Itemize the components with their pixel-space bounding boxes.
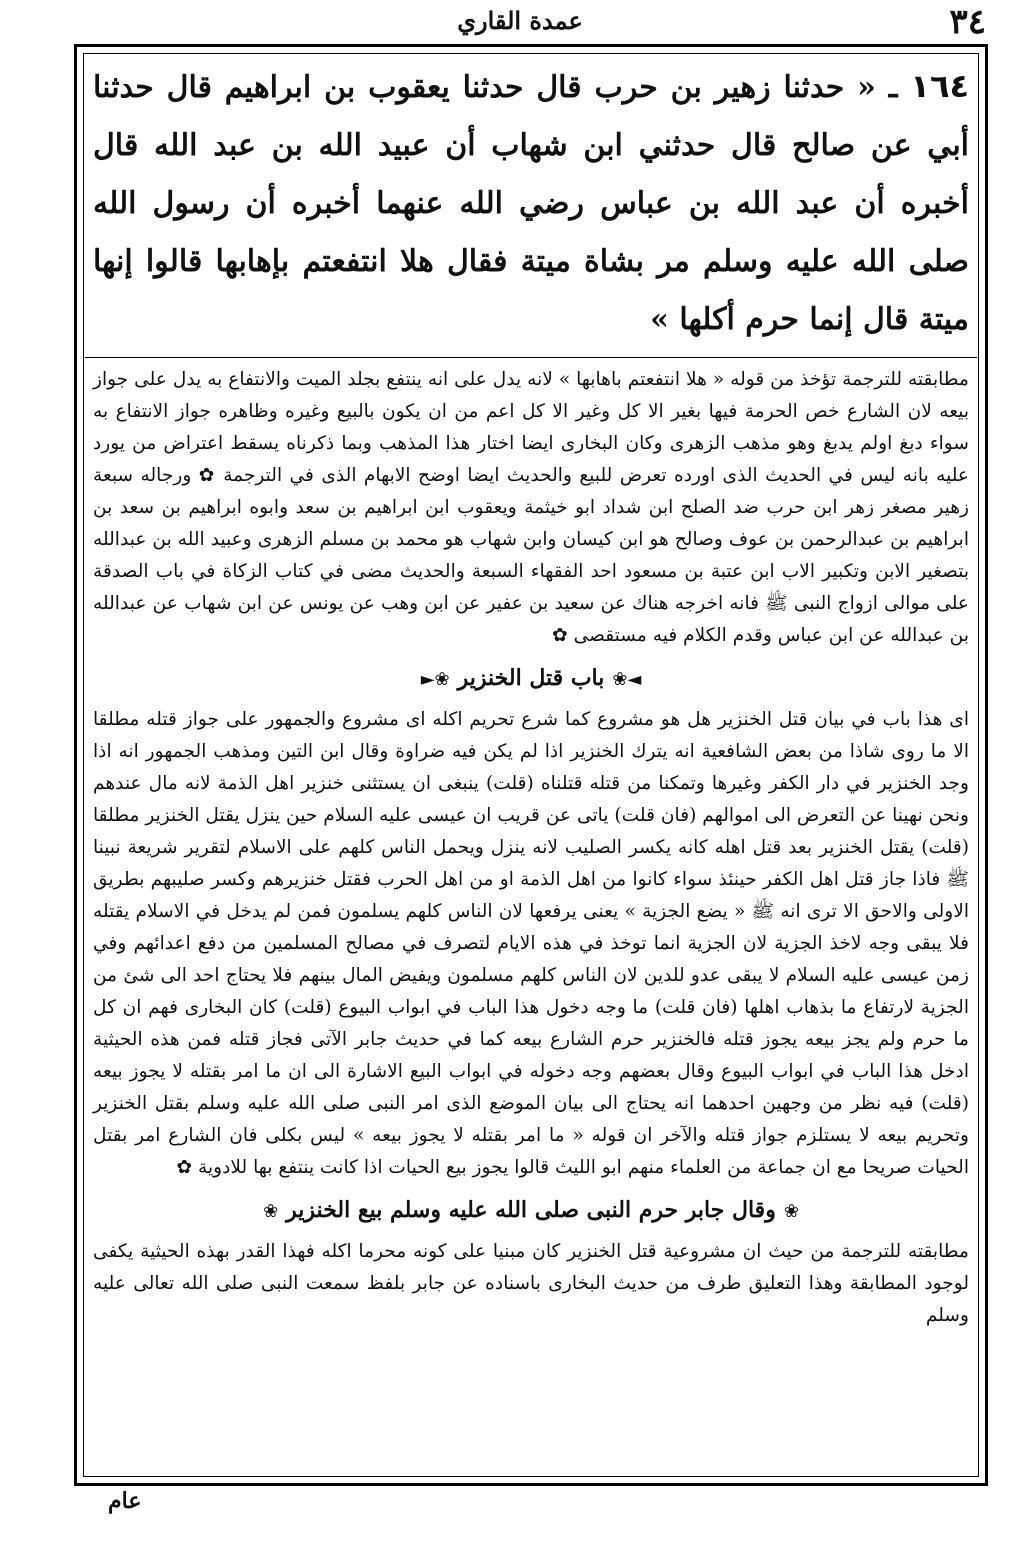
section-divider — [85, 357, 977, 358]
page-number: ٣٤ — [949, 2, 986, 42]
running-title: عمدة القاري — [457, 6, 583, 35]
page-content — [93, 57, 969, 1475]
ornament-left-icon: ❀ — [783, 1201, 799, 1222]
ornament-right-icon: ❀ — [263, 1201, 279, 1222]
chapter-heading-text: باب قتل الخنزير — [457, 665, 605, 691]
hadith-number: ١٦٤ — [910, 67, 969, 105]
ornament-left-icon: ◄❀ — [612, 669, 642, 690]
hadith-text: ـ « حدثنا زهير بن حرب قال حدثنا يعقوب بن ابراهيم قال حدثنا أبي عن صالح قال حدثني ابن شهاب أن عبيد الله بن عبد الله قال أخبره أن عبد الله بن عباس رضي الله عنهما أخبره أن رسول الله صلى الله عليه وسلم مر بشاة ميتة فقال هلا انتفعتم بإهابها قالوا إنها ميتة قال إنما حرم أكلها » — [93, 70, 969, 337]
page-frame — [74, 44, 988, 1486]
commentary-paragraph: مطابقته للترجمة تؤخذ من قوله « هلا انتفعتم باهابها » لانه يدل على انه ينتفع بجلد الميت والانتفاع به يدل على جواز بيعه لان الشارع خص الحرمة فيها بغير الا كل وغير الا كل اعم من ان يكون بالبيع وغيره وظاهره جواز الانتفاع به سواء دبغ اولم يدبغ وهو مذهب الزهرى وكان البخارى ايضا اختار هذا المذهب وبما ذكرناه يسقط اعتراض من يورد عليه بانه ليس في الحديث الذى اورده تعرض للبيع والحديث ايضا اوضح الابهام الذى في الترجمة ✿ ورجاله سبعة زهير مصغر زهر ابن حرب ضد الصلح ابن شداد ابو خيثمة ويعقوب ابن ابراهيم بن سعد وابوه ابراهيم بن سعد بن ابراهيم بن عبدالرحمن بن عوف وصالح هو ابن كيسان وابن شهاب هو محمد بن مسلم الزهرى وعبيد الله بن عبدالله بتصغير الابن وتكبير الاب ابن عتبة بن مسعود احد الفقهاء السبعة والحديث مضى في كتاب الزكاة في باب الصدقة على موالى ازواج النبى ﷺ فانه اخرجه هناك عن سعيد بن عفير عن ابن وهب عن يونس عن ابن شهاب عن عبدالله بن عبدالله عن ابن عباس وقدم الكلام فيه مستقصى ✿ — [93, 369, 969, 646]
hadith-block — [93, 57, 969, 349]
chapter-heading-jabir — [93, 1188, 969, 1234]
chapter-heading-text: وقال جابر حرم النبى صلى الله عليه وسلم بيع الخنزير — [286, 1197, 776, 1223]
ornament-right-icon: ❀► — [420, 669, 450, 690]
chapter-heading-killing-swine — [93, 656, 969, 702]
chapter-body-paragraph: مطابقته للترجمة من حيث ان مشروعية قتل الخنزير كان مبنيا على كونه محرما اكله فهذا القدر بهذه الحيثية يكفى لوجود المطابقة وهذا التعليق طرف من حديث البخارى باسناده عن جابر بلفظ سمعت النبى صلى الله تعالى عليه وسلم — [93, 1241, 969, 1326]
chapter-body-paragraph: اى هذا باب في بيان قتل الخنزير هل هو مشروع كما شرع تحريم اكله اى مشروع والجمهور على جواز قتله مطلقا الا ما روى شاذا من بعض الشافعية انه يترك الخنزير اذا لم يكن فيه ضراوة وقال ابن التين ومذهب الجمهور انه اذا وجد الخنزير في دار الكفر وغيرها وتمكنا من قتله قتلناه (قلت) ينبغى ان يستثنى خنزير اهل الذمة لانه مال عندهم ونحن نهينا عن التعرض الى اموالهم (فان قلت) ياتى عن قريب ان عيسى عليه السلام حين ينزل يقتل الخنزير مطلقا (قلت) يقتل الخنزير بعد قتل اهله كانه يكسر الصليب لانه ينزل ويحمل الناس كلهم على الاسلام لتقرير شريعة نبينا ﷺ فاذا جاز قتل اهل الكفر حينئذ سواء كانوا من اهل الذمة او من اهل الحرب فقتل خنزيرهم وكسر صليبهم بطريق الاولى والاحق الا ترى انه ﷺ « يضع الجزية » يعنى يرفعها لان الناس كلهم يسلمون فمن لم يدخل في الاسلام يقتله فلا يبقى وجه لاخذ الجزية لان الجزية انما توخذ في هذه الايام لتصرف في مصالح المسلمين من دفع اعدائهم وفي زمن عيسى عليه السلام لا يبقى عدو للدين لان الناس كلهم مسلمون ويفيض المال بينهم فلا يحتاج احد الى شئ من الجزية لارتفاع ما بذهاب اهلها (فان قلت) ما وجه دخول هذا الباب في ابواب البيوع (قلت) كان البخارى فهم ان كل ما حرم ولم يجز بيعه يجوز قتله فالخنزير حرم الشارع بيعه كما في حديث جابر الآتى فجاز قتله فمن هذه الحيثية ادخل هذا الباب في ابواب البيوع وقال بعضهم وجه دخوله في ابواب البيع الاشارة الى ان ما امر بقتله لا يجوز بيعه (قلت) فيه نظر من وجهين احدهما انه يحتاج الى بيان الموضع الذى امر النبى صلى الله عليه وسلم بقتل الخنزير وتحريم بيعه لا يستلزم جواز قتله والآخر ان قوله « ما امر بقتله لا يجوز بيعه » ليس بكلى فان الشارع امر بقتل الحيات صريحا مع ان جماعة من العلماء منهم ابو الليث قالوا يجوز بيع الحيات اذا كانت ينتفع بها للادوية ✿ — [93, 709, 970, 1178]
footer-signature-mark: عام — [108, 1488, 142, 1514]
page-header — [40, 0, 1000, 44]
